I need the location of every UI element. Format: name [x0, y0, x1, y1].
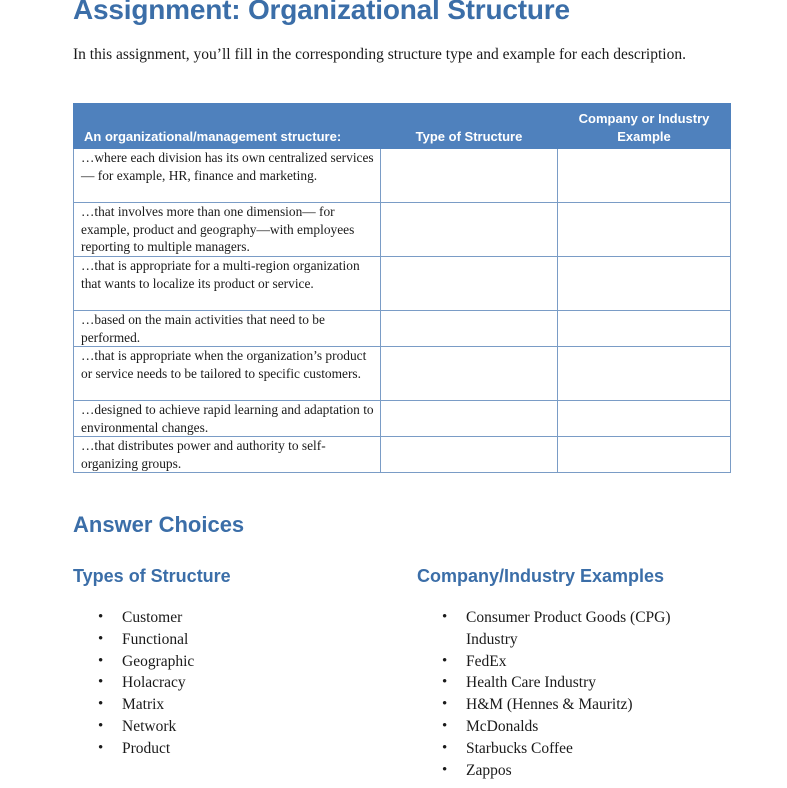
description-cell: …where each division has its own centralized services— for example, HR, finance and marketing. — [74, 149, 381, 203]
list-item: • Health Care Industry — [417, 672, 717, 694]
list-item: • Product — [73, 738, 373, 760]
example-answer-cell[interactable] — [558, 437, 731, 473]
list-item: • Holacracy — [73, 672, 373, 694]
intro-paragraph: In this assignment, you’ll fill in the corresponding structure type and example for each description. — [73, 46, 686, 63]
assignment-table — [73, 103, 731, 473]
company-examples-heading: Company/Industry Examples — [417, 566, 665, 586]
table-row — [74, 347, 731, 401]
table-row — [74, 203, 731, 257]
list-item: • H&M (Hennes & Mauritz) — [417, 694, 717, 716]
answer-choices-heading: Answer Choices — [73, 512, 245, 537]
table-row — [74, 257, 731, 311]
list-item: • Customer — [73, 607, 373, 629]
table-header-row — [74, 104, 731, 149]
table-row — [74, 437, 731, 473]
example-answer-cell[interactable] — [558, 203, 731, 257]
example-answer-cell[interactable] — [558, 401, 731, 437]
type-answer-cell[interactable] — [381, 311, 558, 347]
list-item: • Zappos — [417, 760, 717, 782]
list-item: • Starbucks Coffee — [417, 738, 717, 760]
types-of-structure-heading: Types of Structure — [73, 566, 231, 586]
example-answer-cell[interactable] — [558, 257, 731, 311]
example-answer-cell[interactable] — [558, 311, 731, 347]
table-row — [74, 311, 731, 347]
type-answer-cell[interactable] — [381, 437, 558, 473]
types-of-structure-list — [73, 607, 373, 760]
list-item: • McDonalds — [417, 716, 717, 738]
header-type: Type of Structure — [381, 104, 558, 149]
header-example: Company or Industry Example — [558, 104, 731, 149]
description-cell: …designed to achieve rapid learning and adaptation to environmental changes. — [74, 401, 381, 437]
description-cell: …that distributes power and authority to self-organizing groups. — [74, 437, 381, 473]
description-cell: …that is appropriate for a multi-region organization that wants to localize its product or service. — [74, 257, 381, 311]
description-cell: …that involves more than one dimension— for example, product and geography—with employees reporting to multiple managers. — [74, 203, 381, 257]
type-answer-cell[interactable] — [381, 149, 558, 203]
list-item: • FedEx — [417, 651, 717, 673]
description-cell: …based on the main activities that need to be performed. — [74, 311, 381, 347]
company-examples-list — [417, 607, 717, 781]
list-item: • Consumer Product Goods (CPG) Industry — [417, 607, 706, 651]
type-answer-cell[interactable] — [381, 401, 558, 437]
header-description: An organizational/management structure: — [74, 104, 381, 149]
type-answer-cell[interactable] — [381, 257, 558, 311]
list-item: • Functional — [73, 629, 373, 651]
list-item: • Geographic — [73, 651, 373, 673]
type-answer-cell[interactable] — [381, 203, 558, 257]
list-item: • Network — [73, 716, 373, 738]
table-row — [74, 149, 731, 203]
example-answer-cell[interactable] — [558, 347, 731, 401]
table-row — [74, 401, 731, 437]
example-answer-cell[interactable] — [558, 149, 731, 203]
list-item: • Matrix — [73, 694, 373, 716]
description-cell: …that is appropriate when the organization’s product or service needs to be tailored to specific customers. — [74, 347, 381, 401]
type-answer-cell[interactable] — [381, 347, 558, 401]
page-title: Assignment: Organizational Structure — [73, 0, 570, 25]
